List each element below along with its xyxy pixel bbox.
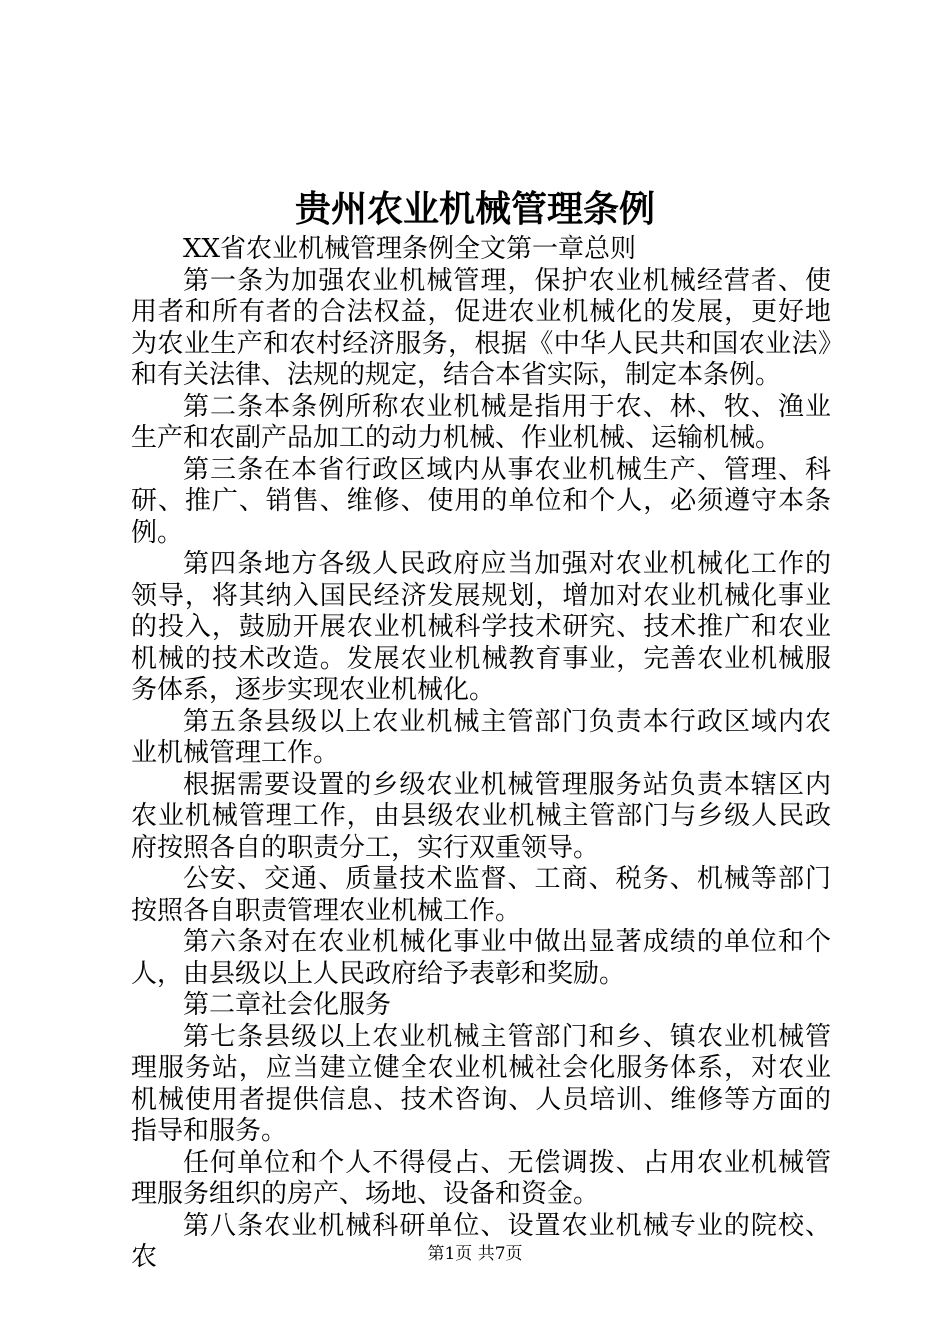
paragraph: 第二条本条例所称农业机械是指用于农、林、牧、渔业生产和农副产品加工的动力机械、作业机械、运输机械。 (131, 391, 831, 453)
paragraph: 第六条对在农业机械化事业中做出显著成绩的单位和个人，由县级以上人民政府给予表彰和奖励。 (131, 927, 831, 989)
chapter-heading: 第二章社会化服务 (183, 990, 392, 1020)
paragraph: 公安、交通、质量技术监督、工商、税务、机械等部门按照各自职责管理农业机械工作。 (131, 864, 831, 926)
document-body (131, 234, 831, 1274)
paragraph: 第八条农业机械科研单位、设置农业机械专业的院校、农 (131, 1210, 831, 1272)
paragraph: 第一条为加强农业机械管理，保护农业机械经营者、使用者和所有者的合法权益，促进农业机械化的发展，更好地为农业生产和农村经济服务，根据《中华人民共和国农业法》和有关法律、法规的规定，结合本省实际，制定本条例。 (131, 265, 831, 390)
paragraph: 根据需要设置的乡级农业机械管理服务站负责本辖区内农业机械管理工作，由县级农业机械主管部门与乡级人民政府按照各自的职责分工，实行双重领导。 (131, 769, 831, 863)
paragraph: 第七条县级以上农业机械主管部门和乡、镇农业机械管理服务站，应当建立健全农业机械社会化服务体系，对农业机械使用者提供信息、技术咨询、人员培训、维修等方面的指导和服务。 (131, 1021, 831, 1146)
document-title: 贵州农业机械管理条例 (294, 188, 655, 230)
paragraph: 第三条在本省行政区域内从事农业机械生产、管理、科研、推广、销售、维修、使用的单位和个人，必须遵守本条例。 (131, 454, 831, 548)
paragraph: 任何单位和个人不得侵占、无偿调拨、占用农业机械管理服务组织的房产、场地、设备和资金。 (131, 1147, 831, 1209)
page-number: 第1页 (427, 1244, 473, 1264)
page-total: 共7页 (477, 1244, 523, 1264)
page-footer (0, 1242, 950, 1266)
paragraph: XX省农业机械管理条例全文第一章总则 (183, 234, 637, 264)
paragraph: 第四条地方各级人民政府应当加强对农业机械化工作的领导，将其纳入国民经济发展规划，增加对农业机械化事业的投入，鼓励开展农业机械科学技术研究、技术推广和农业机械的技术改造。发展农业机械教育事业，完善农业机械服务体系，逐步实现农业机械化。 (131, 549, 831, 705)
paragraph: 第五条县级以上农业机械主管部门负责本行政区域内农业机械管理工作。 (131, 706, 831, 768)
